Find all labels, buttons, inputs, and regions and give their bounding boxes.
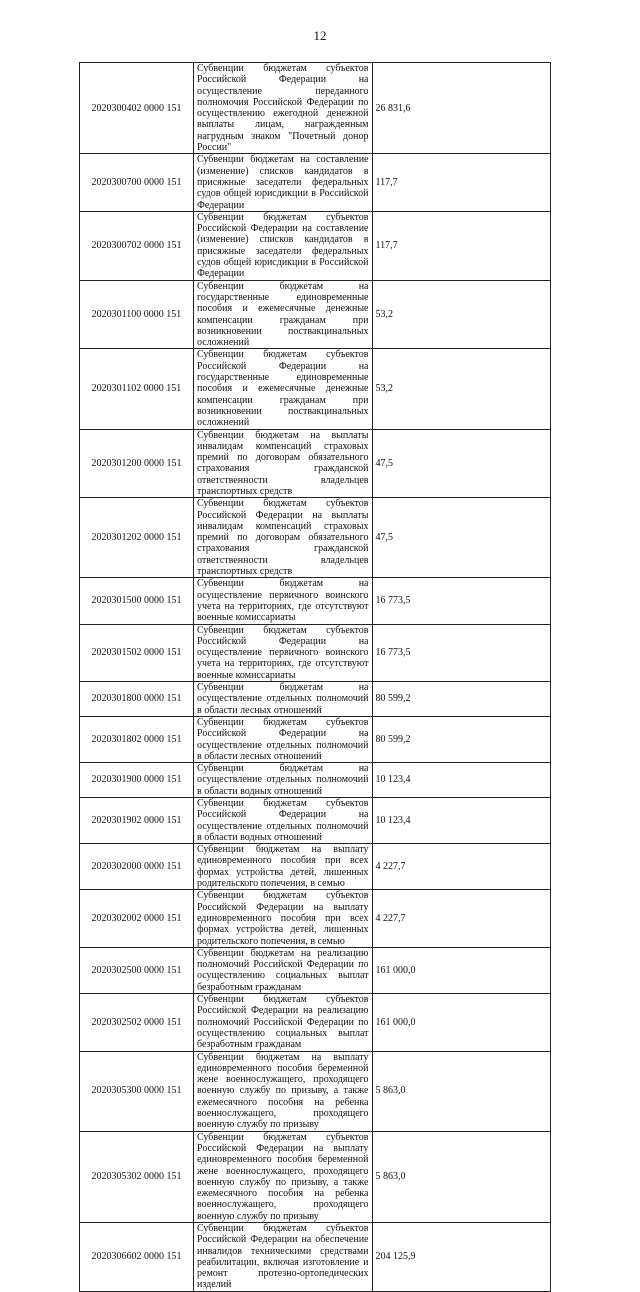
budget-code-cell: 2020301102 0000 151 bbox=[80, 349, 194, 429]
description-cell: Субвенции бюджетам субъектов Российской Федерации на осуществление переданного полномочия Российской Федерации по осуществлению ежегодной денежной выплаты лицам, награжденным нагрудным знаком "Почетный донор России" bbox=[194, 63, 373, 154]
table-row bbox=[80, 763, 551, 798]
description-cell: Субвенции бюджетам на осуществление первичного воинского учета на территориях, где отсутствуют военные комиссариаты bbox=[194, 578, 373, 624]
table-row bbox=[80, 947, 551, 993]
description-cell: Субвенции бюджетам субъектов Российской Федерации на выплату единовременного пособия беременной жене военнослужащего, проходящего военную службу по призыву, а также ежемесячного пособия на ребенка военнослужащего, проходящего военную службу по призыву bbox=[194, 1131, 373, 1222]
amount-cell: 80 599,2 bbox=[372, 716, 551, 762]
budget-code-cell: 2020300402 0000 151 bbox=[80, 63, 194, 154]
table-row bbox=[80, 429, 551, 498]
description-cell: Субвенции бюджетам на составление (изменение) списков кандидатов в присяжные заседатели федеральных судов общей юрисдикции в Российской Федерации bbox=[194, 154, 373, 211]
amount-cell: 47,5 bbox=[372, 498, 551, 578]
amount-cell: 161 000,0 bbox=[372, 994, 551, 1051]
amount-cell: 4 227,7 bbox=[372, 844, 551, 890]
table-row bbox=[80, 844, 551, 890]
budget-table-body bbox=[80, 63, 551, 1292]
budget-code-cell: 2020305300 0000 151 bbox=[80, 1051, 194, 1131]
amount-cell: 10 123,4 bbox=[372, 763, 551, 798]
description-cell: Субвенции бюджетам на государственные единовременные пособия и ежемесячные денежные компенсации гражданам при возникновении поствакцинальных осложнений bbox=[194, 280, 373, 349]
table-row bbox=[80, 63, 551, 154]
amount-cell: 53,2 bbox=[372, 349, 551, 429]
budget-code-cell: 2020302000 0000 151 bbox=[80, 844, 194, 890]
table-row bbox=[80, 154, 551, 211]
description-cell: Субвенции бюджетам на выплату единовременного пособия беременной жене военнослужащего, проходящего военную службу по призыву, а также ежемесячного пособия на ребенка военнослужащего, проходящего военную службу по призыву bbox=[194, 1051, 373, 1131]
budget-code-cell: 2020306602 0000 151 bbox=[80, 1222, 194, 1291]
description-cell: Субвенции бюджетам на выплату единовременного пособия при всех формах устройства детей, лишенных родительского попечения, в семью bbox=[194, 844, 373, 890]
amount-cell: 47,5 bbox=[372, 429, 551, 498]
amount-cell: 204 125,9 bbox=[372, 1222, 551, 1291]
description-cell: Субвенции бюджетам субъектов Российской Федерации на выплату единовременного пособия при всех формах устройства детей, лишенных родительского попечения, в семью bbox=[194, 890, 373, 947]
budget-code-cell: 2020301502 0000 151 bbox=[80, 624, 194, 681]
budget-code-cell: 2020302002 0000 151 bbox=[80, 890, 194, 947]
budget-code-cell: 2020301900 0000 151 bbox=[80, 763, 194, 798]
description-cell: Субвенции бюджетам субъектов Российской Федерации на обеспечение инвалидов техническими средствами реабилитации, включая изготовление и ремонт протезно-ортопедических изделий bbox=[194, 1222, 373, 1291]
amount-cell: 117,7 bbox=[372, 211, 551, 280]
table-row bbox=[80, 280, 551, 349]
table-row bbox=[80, 578, 551, 624]
amount-cell: 10 123,4 bbox=[372, 798, 551, 844]
description-cell: Субвенции бюджетам субъектов Российской Федерации на реализацию полномочий Российской Федерации по осуществлению социальных выплат безработным гражданам bbox=[194, 994, 373, 1051]
description-cell: Субвенции бюджетам субъектов Российской Федерации на осуществление отдельных полномочий в области лесных отношений bbox=[194, 716, 373, 762]
budget-code-cell: 2020300702 0000 151 bbox=[80, 211, 194, 280]
table-row bbox=[80, 498, 551, 578]
description-cell: Субвенции бюджетам на осуществление отдельных полномочий в области водных отношений bbox=[194, 763, 373, 798]
budget-code-cell: 2020302500 0000 151 bbox=[80, 947, 194, 993]
description-cell: Субвенции бюджетам субъектов Российской Федерации на осуществление первичного воинского учета на территориях, где отсутствуют военные комиссариаты bbox=[194, 624, 373, 681]
amount-cell: 5 863,0 bbox=[372, 1131, 551, 1222]
table-row bbox=[80, 682, 551, 717]
amount-cell: 16 773,5 bbox=[372, 624, 551, 681]
budget-code-cell: 2020301100 0000 151 bbox=[80, 280, 194, 349]
description-cell: Субвенции бюджетам на реализацию полномочий Российской Федерации по осуществлению социальных выплат безработным гражданам bbox=[194, 947, 373, 993]
amount-cell: 5 863,0 bbox=[372, 1051, 551, 1131]
amount-cell: 53,2 bbox=[372, 280, 551, 349]
table-row bbox=[80, 624, 551, 681]
table-row bbox=[80, 716, 551, 762]
amount-cell: 80 599,2 bbox=[372, 682, 551, 717]
amount-cell: 4 227,7 bbox=[372, 890, 551, 947]
amount-cell: 161 000,0 bbox=[372, 947, 551, 993]
table-row bbox=[80, 890, 551, 947]
table-row bbox=[80, 798, 551, 844]
table-row bbox=[80, 1131, 551, 1222]
budget-code-cell: 2020301902 0000 151 bbox=[80, 798, 194, 844]
amount-cell: 26 831,6 bbox=[372, 63, 551, 154]
budget-code-cell: 2020302502 0000 151 bbox=[80, 994, 194, 1051]
budget-code-cell: 2020301802 0000 151 bbox=[80, 716, 194, 762]
description-cell: Субвенции бюджетам субъектов Российской Федерации на государственные единовременные пособия и ежемесячные денежные компенсации гражданам при возникновении поствакцинальных осложнений bbox=[194, 349, 373, 429]
budget-code-cell: 2020301200 0000 151 bbox=[80, 429, 194, 498]
table-row bbox=[80, 994, 551, 1051]
budget-code-cell: 2020301202 0000 151 bbox=[80, 498, 194, 578]
table-row bbox=[80, 1222, 551, 1291]
page-number: 12 bbox=[313, 28, 327, 43]
description-cell: Субвенции бюджетам субъектов Российской Федерации на выплаты инвалидам компенсаций страховых премий по договорам обязательного страхования гражданской ответственности владельцев транспортных средств bbox=[194, 498, 373, 578]
budget-code-cell: 2020305302 0000 151 bbox=[80, 1131, 194, 1222]
amount-cell: 16 773,5 bbox=[372, 578, 551, 624]
description-cell: Субвенции бюджетам субъектов Российской Федерации на составление (изменение) списков кандидатов в присяжные заседатели федеральных судов общей юрисдикции в Российской Федерации bbox=[194, 211, 373, 280]
table-row bbox=[80, 349, 551, 429]
budget-code-cell: 2020300700 0000 151 bbox=[80, 154, 194, 211]
description-cell: Субвенции бюджетам на осуществление отдельных полномочий в области лесных отношений bbox=[194, 682, 373, 717]
amount-cell: 117,7 bbox=[372, 154, 551, 211]
table-row bbox=[80, 211, 551, 280]
description-cell: Субвенции бюджетам субъектов Российской Федерации на осуществление отдельных полномочий в области водных отношений bbox=[194, 798, 373, 844]
table-row bbox=[80, 1051, 551, 1131]
budget-table bbox=[79, 62, 551, 1292]
budget-code-cell: 2020301800 0000 151 bbox=[80, 682, 194, 717]
description-cell: Субвенции бюджетам на выплаты инвалидам компенсаций страховых премий по договорам обязательного страхования гражданской ответственности владельцев транспортных средств bbox=[194, 429, 373, 498]
budget-code-cell: 2020301500 0000 151 bbox=[80, 578, 194, 624]
